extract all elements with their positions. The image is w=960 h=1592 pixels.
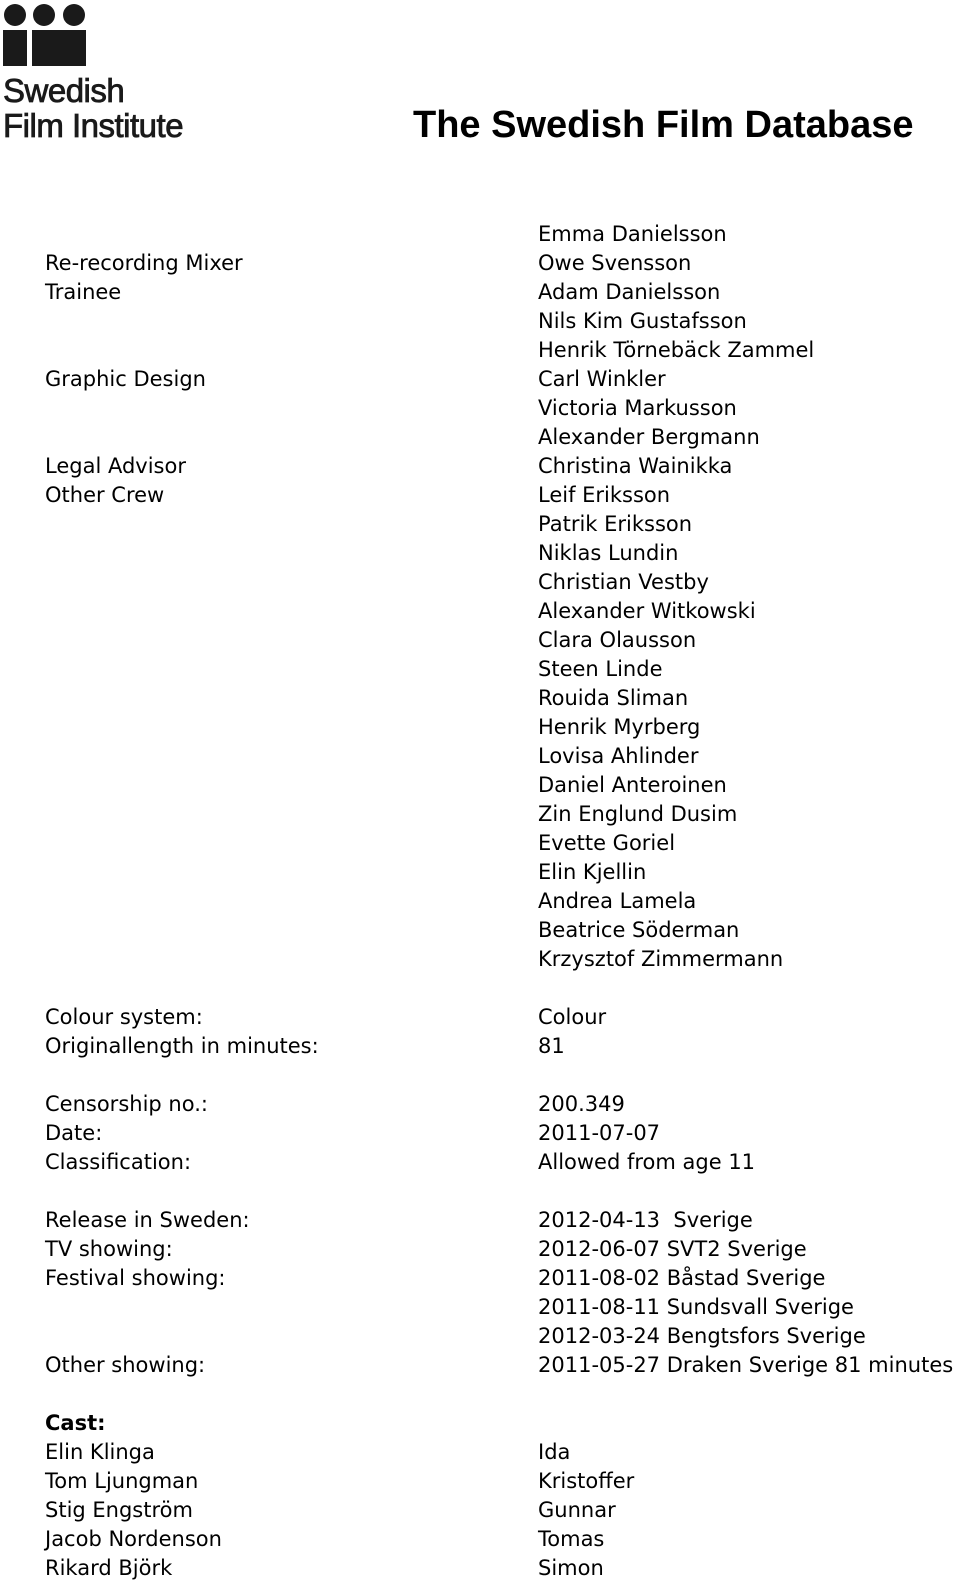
crew-row [45,307,960,336]
cast-heading: Cast: [45,1411,106,1435]
crew-role: Legal Advisor [45,454,186,478]
cast-row [45,1438,960,1467]
crew-name: Christian Vestby [538,570,709,594]
technical-section [45,1003,960,1061]
cast-actor: Tom Ljungman [45,1469,199,1493]
crew-name: Beatrice Söderman [538,918,740,942]
censorship-no-row [45,1090,960,1119]
crew-role [45,713,538,742]
crew-role [45,568,538,597]
tv-showing-row [45,1235,960,1264]
crew-role [45,829,538,858]
crew-row [45,858,960,887]
censorship-date-row [45,1119,960,1148]
crew-name: Clara Olausson [538,628,697,652]
crew-name: Adam Danielsson [538,280,721,304]
cast-row [45,1467,960,1496]
crew-role [45,423,538,452]
crew-role [45,800,538,829]
classification-value: Allowed from age 11 [538,1150,756,1174]
crew-role [45,771,538,800]
swedish-film-institute-logo [3,3,223,143]
crew-role [45,220,538,249]
cast-actor: Rikard Björk [45,1556,173,1580]
cast-character: Gunnar [538,1498,616,1522]
release-row [45,1206,960,1235]
crew-row [45,829,960,858]
crew-name: Patrik Eriksson [538,512,693,536]
crew-name: Owe Svensson [538,251,692,275]
crew-role: Graphic Design [45,367,206,391]
cast-character: Kristoffer [538,1469,635,1493]
crew-name: Zin Englund Dusim [538,802,738,826]
crew-role [45,945,538,974]
crew-name: Andrea Lamela [538,889,697,913]
crew-row [45,626,960,655]
crew-row [45,800,960,829]
censorship-date-label: Date: [45,1121,103,1145]
crew-role [45,684,538,713]
crew-row [45,336,960,365]
crew-role [45,307,538,336]
crew-row [45,597,960,626]
crew-row [45,568,960,597]
crew-name: Victoria Markusson [538,396,737,420]
crew-role [45,916,538,945]
crew-row [45,220,960,249]
crew-row [45,916,960,945]
spacer [45,1177,960,1206]
crew-name: Henrik Myrberg [538,715,701,739]
other-showing-row [45,1351,960,1380]
cast-row [45,1496,960,1525]
other-showing-value: 2011-05-27 Draken Sverige 81 minutes [538,1353,954,1377]
censorship-date-value: 2011-07-07 [538,1121,661,1145]
crew-row [45,771,960,800]
cast-actor: Jacob Nordenson [45,1527,222,1551]
crew-row [45,742,960,771]
festival-showing-value: 2012-03-24 Bengtsfors Sverige [538,1324,866,1348]
crew-role [45,597,538,626]
classification-label: Classification: [45,1150,192,1174]
crew-name: Rouida Sliman [538,686,689,710]
colour-system-value: Colour [538,1005,607,1029]
crew-name: Krzysztof Zimmermann [538,947,784,971]
crew-role [45,336,538,365]
festival-showing-label: Festival showing: [45,1266,226,1290]
logo-wordmark [3,73,183,143]
crew-name: Alexander Bergmann [538,425,760,449]
festival-showing-row [45,1293,960,1322]
crew-name: Carl Winkler [538,367,666,391]
crew-name: Emma Danielsson [538,222,727,246]
crew-name: Elin Kjellin [538,860,647,884]
crew-role [45,539,538,568]
festival-showing-row [45,1322,960,1351]
crew-role [45,858,538,887]
censorship-no-label: Censorship no.: [45,1092,208,1116]
page-title: The Swedish Film Database [413,104,914,146]
showings-section [45,1206,960,1380]
festival-showing-value: 2011-08-11 Sundsvall Sverige [538,1295,854,1319]
crew-role: Re-recording Mixer [45,251,243,275]
crew-row [45,510,960,539]
crew-name: Lovisa Ahlinder [538,744,699,768]
cast-actor: Elin Klinga [45,1440,155,1464]
festival-showing-row [45,1264,960,1293]
crew-row [45,394,960,423]
festival-showing-value: 2011-08-02 Båstad Sverige [538,1266,826,1290]
release-value: 2012-04-13 Sverige [538,1208,753,1232]
tv-showing-value: 2012-06-07 SVT2 Sverige [538,1237,807,1261]
classification-row [45,1148,960,1177]
cast-character: Ida [538,1440,571,1464]
crew-row [45,887,960,916]
crew-role: Trainee [45,280,122,304]
crew-row [45,365,960,394]
crew-row [45,452,960,481]
logo-dots-icon [3,3,87,67]
length-label: Originallength in minutes: [45,1034,319,1058]
crew-row [45,655,960,684]
spacer [45,1380,960,1409]
spacer [45,1061,960,1090]
film-details [45,220,960,1583]
crew-name: Niklas Lundin [538,541,679,565]
cast-heading-row [45,1409,960,1438]
length-value: 81 [538,1034,565,1058]
crew-role [45,626,538,655]
crew-role [45,510,538,539]
length-row [45,1032,960,1061]
tv-showing-label: TV showing: [45,1237,173,1261]
crew-role: Other Crew [45,483,165,507]
crew-role [45,742,538,771]
crew-role [45,887,538,916]
crew-name: Nils Kim Gustafsson [538,309,747,333]
crew-row [45,481,960,510]
colour-system-row [45,1003,960,1032]
cast-section [45,1409,960,1583]
crew-name: Evette Goriel [538,831,676,855]
release-label: Release in Sweden: [45,1208,250,1232]
logo-line-2: Film Institute [3,107,184,144]
spacer [45,974,960,1003]
crew-row [45,684,960,713]
crew-name: Steen Linde [538,657,663,681]
cast-row [45,1525,960,1554]
crew-role [45,655,538,684]
cast-actor: Stig Engström [45,1498,193,1522]
crew-row [45,249,960,278]
crew-name: Alexander Witkowski [538,599,756,623]
logo-line-1: Swedish [3,72,125,109]
crew-row [45,278,960,307]
crew-row [45,423,960,452]
colour-system-label: Colour system: [45,1005,203,1029]
cast-character: Tomas [538,1527,605,1551]
censorship-no-value: 200.349 [538,1092,625,1116]
crew-name: Leif Eriksson [538,483,671,507]
crew-role [45,394,538,423]
cast-row [45,1554,960,1583]
other-showing-label: Other showing: [45,1353,206,1377]
crew-name: Christina Wainikka [538,454,733,478]
crew-name: Daniel Anteroinen [538,773,727,797]
crew-row [45,713,960,742]
crew-row [45,945,960,974]
cast-character: Simon [538,1556,604,1580]
censorship-section [45,1090,960,1177]
crew-row [45,539,960,568]
crew-list [45,220,960,974]
crew-name: Henrik Törnebäck Zammel [538,338,815,362]
